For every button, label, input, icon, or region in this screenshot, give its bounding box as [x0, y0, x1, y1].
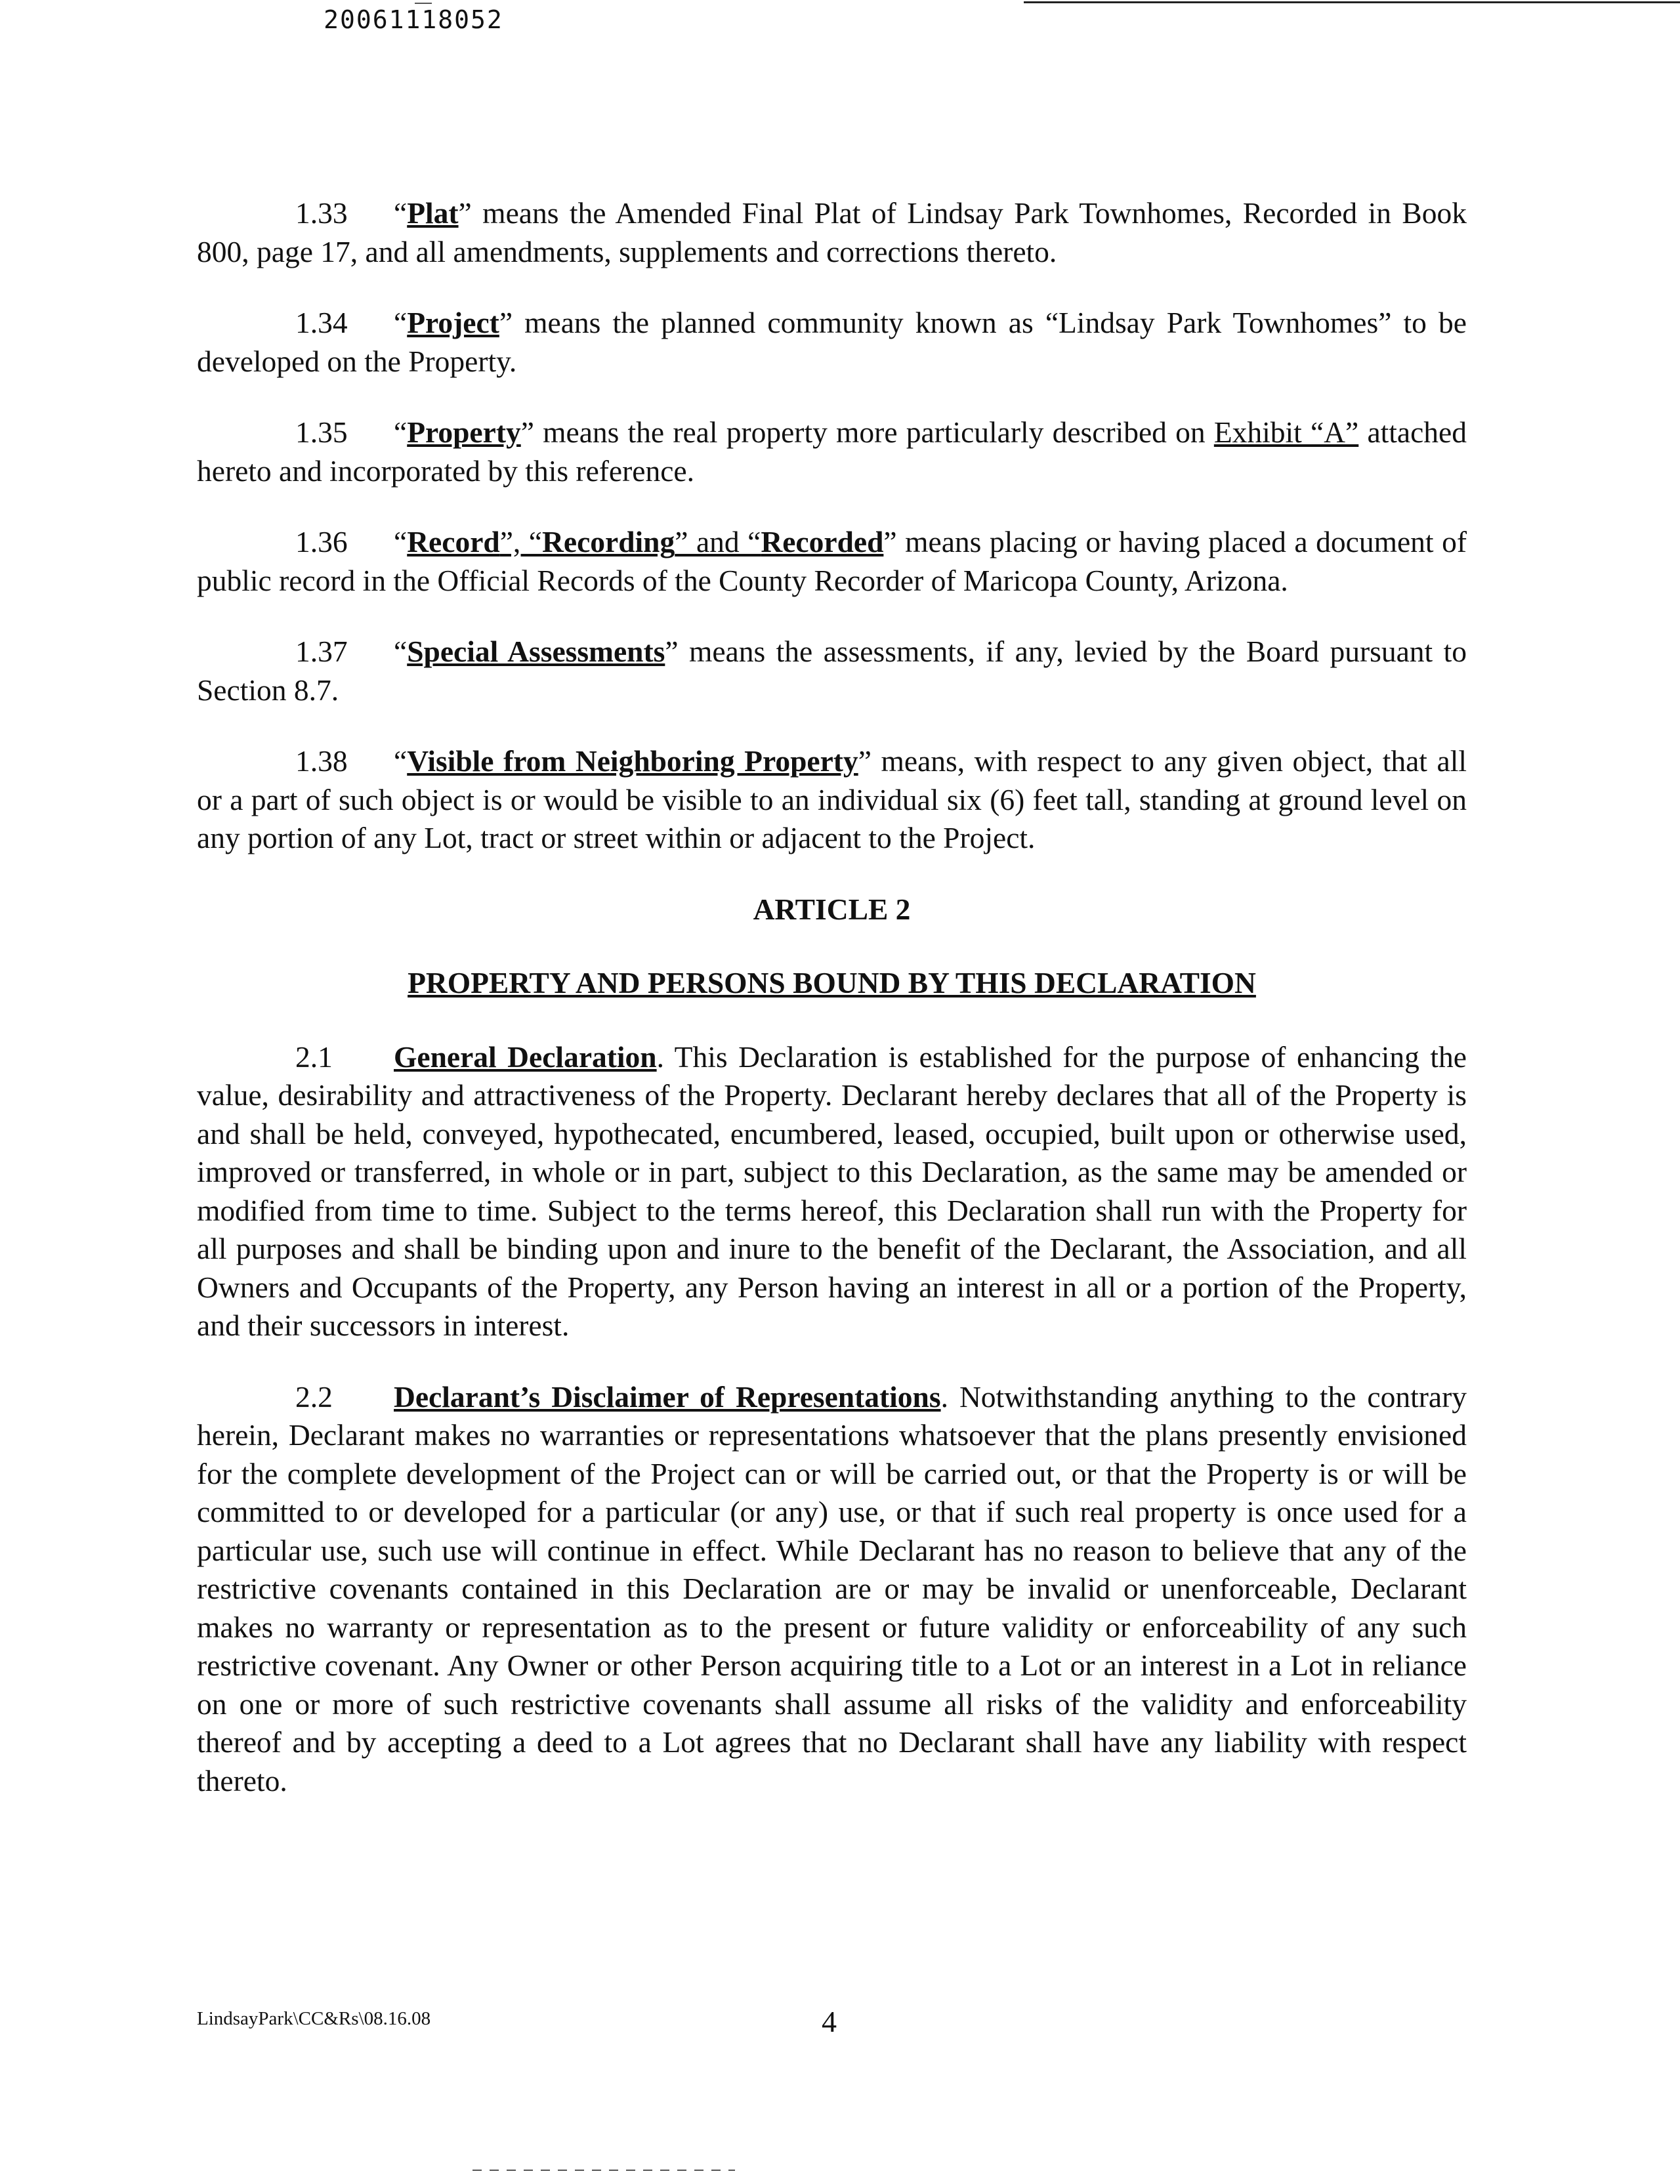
section-heading: Declarant’s Disclaimer of Representations	[394, 1379, 941, 1414]
article-heading: PROPERTY AND PERSONS BOUND BY THIS DECLARATION	[408, 966, 1256, 999]
scan-speck	[415, 3, 432, 4]
defined-term: Property	[407, 415, 521, 449]
scan-speck	[472, 2170, 735, 2171]
defined-term: Recorded	[761, 525, 884, 558]
definition-1-38: 1.38 “Visible from Neighboring Property” means, with respect to any given object, that all or a part of such object is or would be visible to an individual six (6) feet tall, standing at ground level on any portion of any Lot, tract or street within or adjacent to the Project.	[197, 742, 1467, 858]
footer-file-reference: LindsayPark\CC&Rs\08.16.08	[197, 2008, 431, 2029]
definition-text: ” means the real property more particularly described on	[520, 415, 1214, 449]
section-number: 1.33	[295, 196, 348, 230]
definition-text: attached hereto and incorporated by this reference.	[197, 415, 1467, 488]
top-border-rule	[1024, 1, 1680, 3]
defined-term: Project	[407, 306, 499, 339]
section-number: 1.37	[295, 635, 348, 668]
section-number: 1.34	[295, 306, 348, 339]
definition-text: ” means, with respect to any given object, that all or a part of such object is or would be visible to an individual six (6) feet tall, standing at ground level on any portion of any Lot, tract or street within or adjacent to the Project.	[197, 744, 1467, 854]
definition-1-36: 1.36 “Record”, “Recording” and “Recorded” means placing or having placed a document of public record in the Official Records of the County Recorder of Maricopa County, Arizona.	[197, 523, 1467, 600]
article-title: ARTICLE 2	[753, 892, 911, 926]
document-body	[197, 194, 1467, 1833]
definition-1-35: 1.35 “Property” means the real property more particularly described on Exhibit “A” attached hereto and incorporated by this reference.	[197, 413, 1467, 490]
term-separator: ”, “	[499, 525, 543, 558]
term-separator: ” and “	[675, 525, 761, 558]
definition-1-33: 1.33 “Plat” means the Amended Final Plat of Lindsay Park Townhomes, Recorded in Book 800, page 17, and all amendments, supplements and corrections thereto.	[197, 194, 1467, 271]
section-text: . Notwithstanding anything to the contrary herein, Declarant makes no warranties or representations whatsoever that the plans presently envisioned for the complete development of the Project can or will be carried out, or that the Property is or will be committed to or developed for a particular (or any) use, or that if such real property is once used for a particular use, such use will continue in effect. While Declarant has no reason to believe that any of the restrictive covenants contained in this Declaration are or may be invalid or unenforceable, Declarant makes no warranty or representation as to the present or future validity or enforceability of any such restrictive covenant. Any Owner or other Person acquiring title to a Lot or an interest in a Lot in reliance on one or more of such restrictive covenants shall assume all risks of the validity and enforceability thereof and by accepting a deed to a Lot agrees that no Declarant shall have any liability with respect thereto.	[197, 1379, 1467, 1797]
recording-number: 20061118052	[324, 5, 503, 34]
section-2-2	[197, 1378, 1467, 1801]
definition-text: ” means the planned community known as “Lindsay Park Townhomes” to be developed on the Property.	[197, 306, 1467, 378]
defined-term: Special Assessments	[407, 635, 665, 668]
section-number: 1.35	[295, 415, 348, 449]
section-number: 2.1	[295, 1040, 333, 1074]
definition-1-34: 1.34 “Project” means the planned community known as “Lindsay Park Townhomes” to be developed on the Property.	[197, 304, 1467, 381]
definition-text: ” means the assessments, if any, levied by the Board pursuant to Section 8.7.	[197, 635, 1467, 707]
definition-text: ” means placing or having placed a document of public record in the Official Records of the County Recorder of Maricopa County, Arizona.	[197, 525, 1467, 597]
definition-text: ” means the Amended Final Plat of Lindsay Park Townhomes, Recorded in Book 800, page 17, and all amendments, supplements and corrections thereto.	[197, 196, 1467, 268]
defined-term: Record	[407, 525, 500, 558]
section-number: 1.38	[295, 744, 348, 778]
section-number: 1.36	[295, 525, 348, 558]
section-number: 2.2	[295, 1379, 333, 1414]
defined-term: Recording	[542, 525, 675, 558]
section-text: . This Declaration is established for the purpose of enhancing the value, desirability and attractiveness of the Property. Declarant hereby declares that all of the Property is and shall be held, conveyed, hypothecated, encumbered, leased, occupied, built upon or otherwise used, improved or transferred, in whole or in part, subject to this Declaration, as the same may be amended or modified from time to time. Subject to the terms hereof, this Declaration shall run with the Property for all purposes and shall be binding upon and inure to the benefit of the Declarant, the Association, and all Owners and Occupants of the Property, any Person having an interest in all or a portion of the Property, and their successors in interest.	[197, 1040, 1467, 1342]
section-heading: General Declaration	[394, 1040, 657, 1074]
page-number: 4	[822, 2005, 837, 2038]
section-2-1	[197, 1038, 1467, 1345]
defined-term: Visible from Neighboring Property	[407, 744, 858, 778]
exhibit-reference: Exhibit “A”	[1213, 415, 1359, 449]
defined-term: Plat	[407, 196, 459, 230]
definition-1-37: 1.37 “Special Assessments” means the assessments, if any, levied by the Board pursuant to Section 8.7.	[197, 633, 1467, 709]
